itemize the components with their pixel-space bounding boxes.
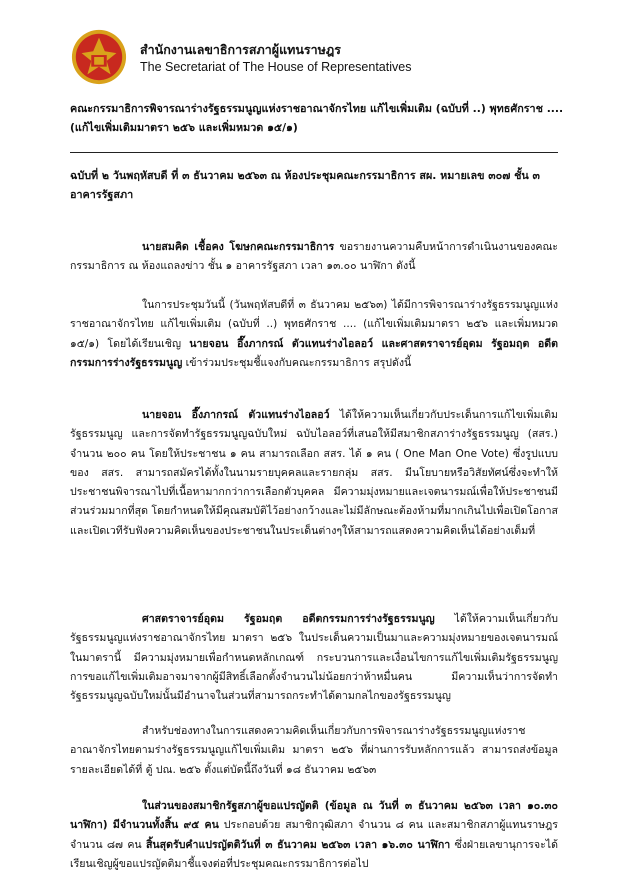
paragraph-text: ซึ่งฝ่ายเลขานุการจะได้เรียนเชิญผู้ขอแปรญัตติมาชี้แจงต่อที่ประชุมคณะกรรมาธิการต่อไป xyxy=(70,838,558,870)
speaker-name: ศาสตราจารย์อุดม รัฐอมฤต อดีตกรรมการร่างรัฐธรรมนูญ xyxy=(142,613,435,625)
paragraph-text: สำหรับช่องทางในการแสดงความคิดเห็นเกี่ยวกับการพิจารณาร่างรัฐธรรมนูญแห่งราชอาณาจักรไทยตามร่างรัฐธรรมนูญแก้ไขเพิ่มเติม มาตรา ๒๕๖ ที่ผ่านการรับหลักการแล้ว สามารถส่งข้อมูลรายละเอียดได้ที่ ตู้ ปณ. ๒๕๖ ตั้งแต่บัดนี้ถึงวันที่ ๑๘ ธันวาคม ๒๕๖๓ xyxy=(70,725,558,776)
paragraph-meeting-summary xyxy=(70,296,558,373)
parliament-seal-icon xyxy=(70,28,128,86)
paragraph-text: ได้ให้ความเห็นเกี่ยวกับประเด็นการแก้ไขเพิ่มเติมรัฐธรรมนูญ และการจัดทำรัฐธรรมนูญฉบับใหม่ ฉบับไอลอว์ที่เสนอให้มีสมาชิกสภาร่างรัฐธรรมนูญ (สสร.) จำนวน ๒๐๐ คน โดยให้ประชาชน ๑ คน สามารถเลือก สสร. ได้ ๑ คน ( One Man One Vote) ซึ่งรูปแบบของ สสร. สามารถสมัครได้ทั้งในนามรายบุคคลและรายกลุ่ม สสร. มีนโยบายหรือวิสัยทัศน์ซึ่งจะทำให้ประชาชนพิจารณาไปที่เนื้อหามากกว่าการเลือกตัวบุคคล มีความมุ่งหมายและเจตนารมณ์เพื่อให้ประชาชนมีส่วนร่วมมากที่สุด โดยกำหนดให้มีคุณสมบัติไว้อย่างกว้างและไม่มีลักษณะต้องห้ามที่มากเกินไปเพื่อเปิดโอกาสและเปิดเวทีรับฟังความคิดเห็นของประชาชนในประเด็นต่างๆให้สามารถแสดงความคิดเห็นได้อย่างเต็มที่ xyxy=(70,409,558,537)
header-divider xyxy=(70,152,558,153)
committee-title: คณะกรรมาธิการพิจารณาร่างรัฐธรรมนูญแห่งราชอาณาจักรไทย แก้ไขเพิ่มเติม (ฉบับที่ ..) พุทธศักราช .... (แก้ไขเพิ่มเติมมาตรา ๒๕๖ และเพิ่มหมวด ๑๕/๑) xyxy=(70,102,564,134)
paragraph-amendment-requests xyxy=(70,797,558,874)
spokesperson-name: นายสมคิด เชื้อคง โฆษกคณะกรรมาธิการ xyxy=(142,241,335,253)
paragraph-spokesperson xyxy=(70,238,558,277)
invited-guests: นายจอน อึ๊งภากรณ์ ตัวแทนร่างไอลอว์ และศาสตราจารย์อุดม รัฐอมฤต อดีตกรรมการร่างรัฐธรรมนูญ xyxy=(70,337,558,369)
meeting-line: ฉบับที่ ๒ วันพฤหัสบดี ที่ ๓ ธันวาคม ๒๕๖๓ ณ ห้องประชุมคณะกรรมาธิการ สผ. หมายเลข ๓๐๗ ชั้น ๓ อาคารรัฐสภา xyxy=(70,169,540,201)
org-name-thai: สำนักงานเลขาธิการสภาผู้แทนราษฎร xyxy=(140,42,341,57)
paragraph-comment-channel xyxy=(70,722,558,780)
org-name-english: The Secretariat of The House of Representatives xyxy=(140,60,412,74)
paragraph-udom-rathamarit xyxy=(70,610,558,706)
amendment-deadline: สิ้นสุดรับคำแปรญัตติวันที่ ๓ ธันวาคม ๒๕๖๓ เวลา ๑๖.๓๐ นาฬิกา xyxy=(145,838,451,851)
paragraph-text: ประกอบด้วย สมาชิกวุฒิสภา จำนวน ๘ คน และสมาชิกสภาผู้แทนราษฎร จำนวน ๘๗ คน xyxy=(70,819,558,851)
paragraph-text: เข้าร่วมประชุมชี้แจงกับคณะกรรมาธิการ สรุปดังนี้ xyxy=(182,356,412,369)
amendment-count: ในส่วนของสมาชิกรัฐสภาผู้ขอแปรญัตติ (ข้อมูล ณ วันที่ ๓ ธันวาคม ๒๕๖๓ เวลา ๑๐.๓๐ นาฬิกา) มีจำนวนทั้งสิ้น ๙๕ คน xyxy=(70,800,558,832)
paragraph-text: ได้ให้ความเห็นเกี่ยวกับรัฐธรรมนูญแห่งราชอาณาจักรไทย มาตรา ๒๕๖ ในประเด็นความเป็นมาและความมุ่งหมายของเจตนารมณ์ในมาตรานี้ มีความมุ่งหมายเพื่อกำหนดหลักเกณฑ์ กระบวนการและเงื่อนไขการแก้ไขเพิ่มเติมรัฐธรรมนูญ การขอแก้ไขเพิ่มเติมอาจมาจากผู้มีสิทธิ์เลือกตั้งจำนวนไม่น้อยกว่าห้าหมื่นคน มีความเห็นว่าการจัดทำรัฐธรรมนูญฉบับใหม่นั้นมีอำนาจในส่วนที่สามารถกระทำได้ตามกลไกของรัฐธรรมนูญ xyxy=(70,613,559,703)
paragraph-text: ขอรายงานความคืบหน้าการดำเนินงานของคณะกรรมาธิการ ณ ห้องแถลงข่าว ชั้น ๑ อาคารรัฐสภา เวลา ๑๓.๐๐ นาฬิกา ดังนี้ xyxy=(70,241,558,273)
speaker-name: นายจอน อึ๊งภากรณ์ ตัวแทนร่างไอลอว์ xyxy=(142,409,330,421)
paragraph-text: ในการประชุมวันนี้ (วันพฤหัสบดีที่ ๓ ธันวาคม ๒๕๖๓) ได้มีการพิจารณาร่างรัฐธรรมนูญแห่งราชอาณาจักรไทย แก้ไขเพิ่มเติม (ฉบับที่ ..) พุทธศักราช .... (แก้ไขเพิ่มเติมมาตรา ๒๕๖ และเพิ่มหมวด ๑๕/๑) โดยได้เรียนเชิญ xyxy=(70,299,558,350)
paragraph-jon-ungphakorn xyxy=(70,406,558,541)
